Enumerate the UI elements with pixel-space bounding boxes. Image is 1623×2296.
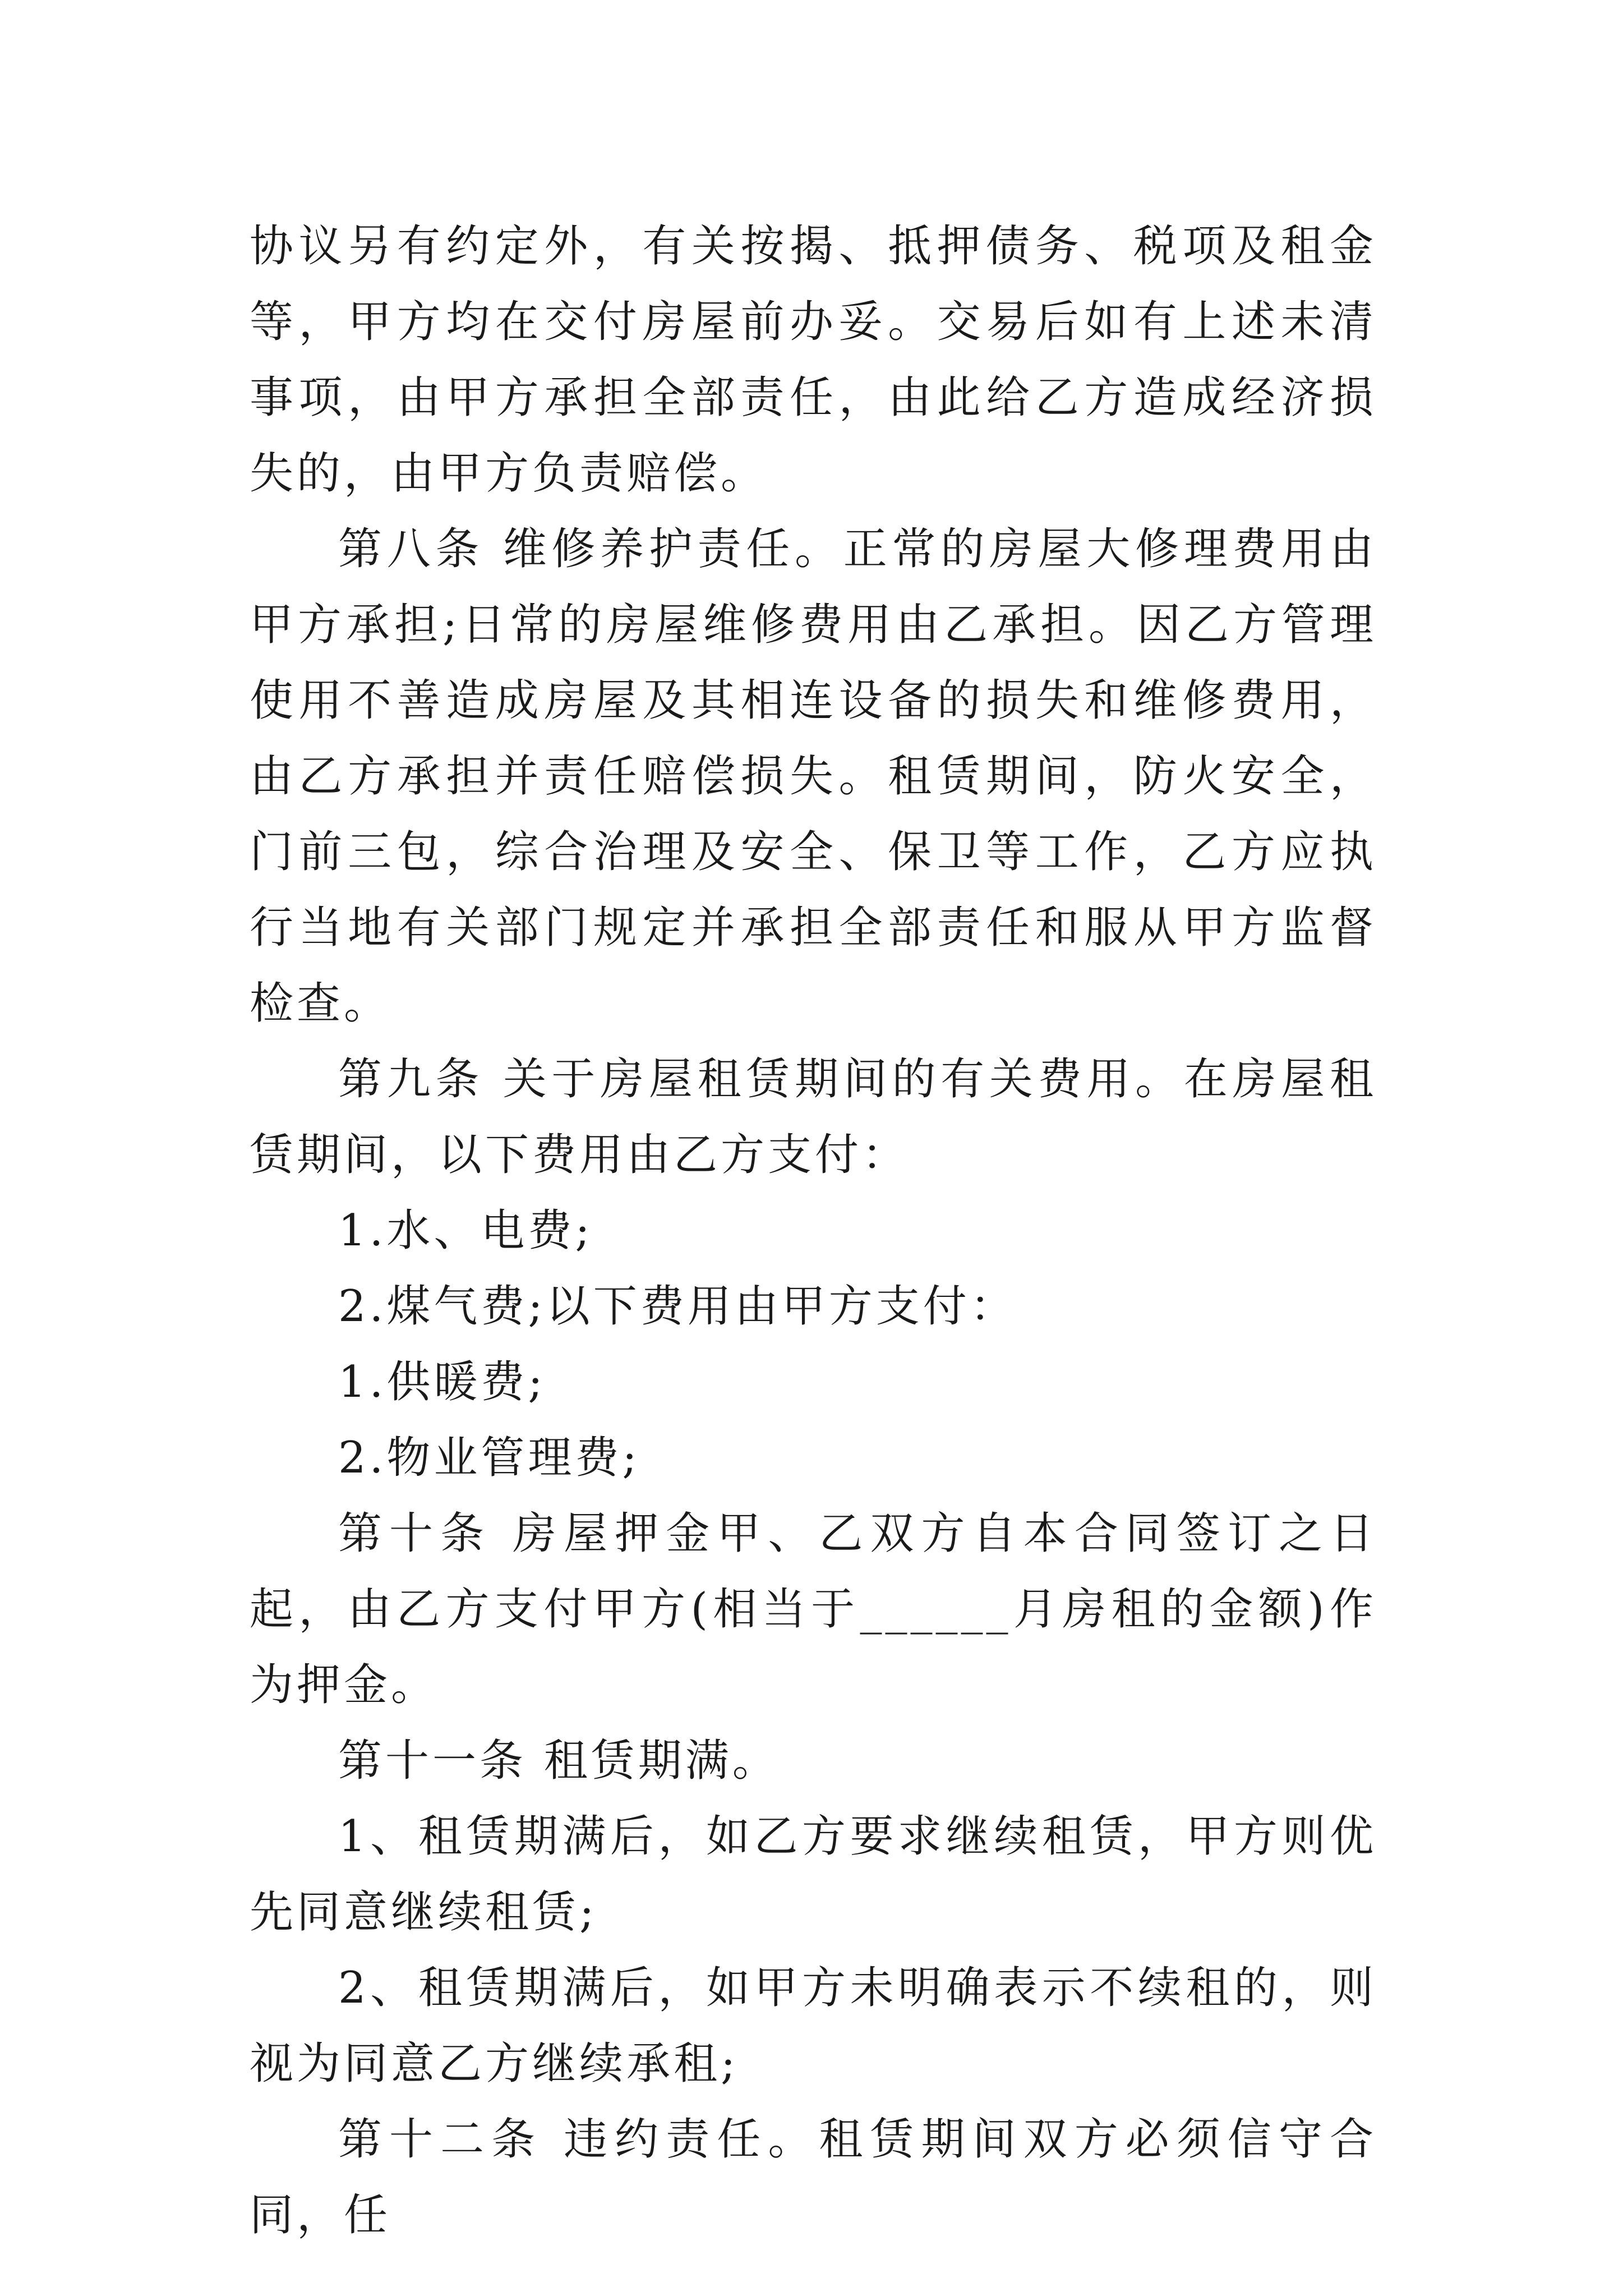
list-item-water-electricity: 1.水、电费;: [338, 1205, 593, 1256]
paragraph-article-9: 第九条 关于房屋租赁期间的有关费用。在房屋租赁期间，以下费用由乙方支付：: [250, 1054, 1377, 1180]
paragraph-article-11: 第十一条 租赁期满。: [338, 1736, 780, 1786]
list-item-property-management: 2.物业管理费;: [338, 1433, 640, 1483]
paragraph-article-10: 第十条 房屋押金甲、乙双方自本合同签订之日起，由乙方支付甲方(相当于______月房租的金额)作为押金。: [250, 1508, 1377, 1710]
list-item-renewal-default: 2、租赁期满后，如甲方未明确表示不续租的，则视为同意乙方继续承租;: [250, 1963, 1377, 2089]
paragraph-1: 协议另有约定外，有关按揭、抵押债务、税项及租金等，甲方均在交付房屋前办妥。交易后如有上述未清事项，由甲方承担全部责任，由此给乙方造成经济损失的，由甲方负责赔偿。: [250, 221, 1377, 499]
list-item-gas: 2.煤气费;以下费用由甲方支付：: [338, 1281, 1017, 1332]
list-item-heating: 1.供暖费;: [338, 1357, 546, 1407]
paragraph-article-8: 第八条 维修养护责任。正常的房屋大修理费用由甲方承担;日常的房屋维修费用由乙承担。因乙方管理使用不善造成房屋及其相连设备的损失和维修费用，由乙方承担并责任赔偿损失。租赁期间，防火安全，门前三包，综合治理及安全、保卫等工作，乙方应执行当地有关部门规定并承担全部责任和服从甲方监督检查。: [250, 524, 1377, 1029]
paragraph-article-12: 第十二条 违约责任。租赁期间双方必须信守合同，任: [250, 2114, 1377, 2240]
list-item-renewal-request: 1、租赁期满后，如乙方要求继续租赁，甲方则优先同意继续租赁;: [250, 1811, 1377, 1938]
document-body: [250, 209, 1377, 2253]
